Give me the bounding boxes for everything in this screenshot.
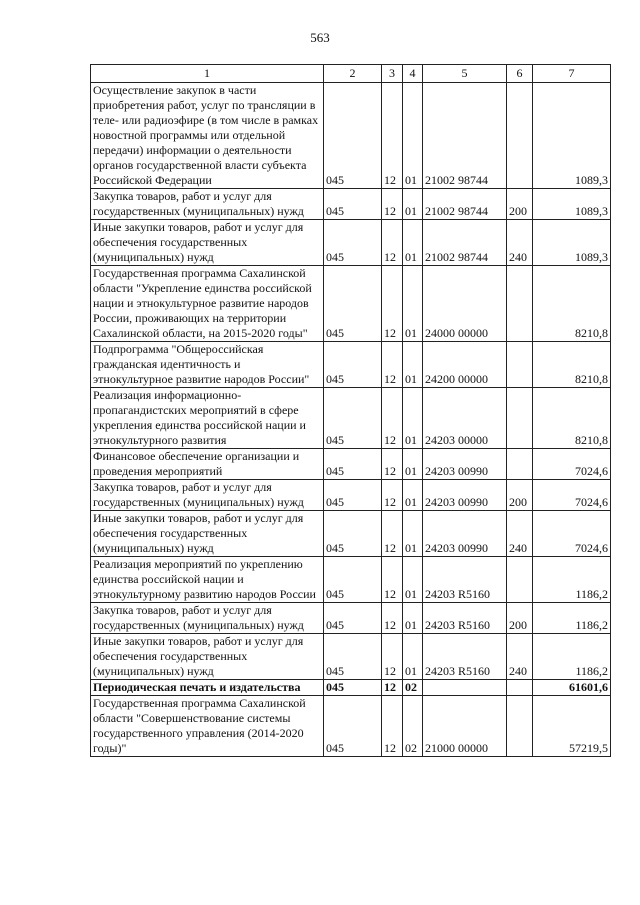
table-row <box>91 511 611 557</box>
row-code-cell: 045 <box>324 449 382 480</box>
row-expense-type-cell <box>507 449 533 480</box>
row-expense-type-cell <box>507 342 533 388</box>
row-amount-cell: 7024,6 <box>533 449 611 480</box>
table-row <box>91 189 611 220</box>
row-subsection-cell: 01 <box>403 511 423 557</box>
row-name-cell: Периодическая печать и издательства <box>91 680 324 696</box>
row-subsection-cell: 01 <box>403 266 423 342</box>
row-name-cell: Закупка товаров, работ и услуг для государственных (муниципальных) нужд <box>91 603 324 634</box>
row-subsection-cell: 01 <box>403 220 423 266</box>
table-row <box>91 696 611 757</box>
row-amount-cell: 7024,6 <box>533 511 611 557</box>
row-target-article-cell: 24200 00000 <box>423 342 507 388</box>
row-subsection-cell: 01 <box>403 634 423 680</box>
row-code-cell: 045 <box>324 603 382 634</box>
row-expense-type-cell <box>507 266 533 342</box>
row-name-cell: Закупка товаров, работ и услуг для государственных (муниципальных) нужд <box>91 480 324 511</box>
row-target-article-cell: 24203 00990 <box>423 511 507 557</box>
row-amount-cell: 1186,2 <box>533 634 611 680</box>
row-expense-type-cell <box>507 557 533 603</box>
row-subsection-cell: 01 <box>403 342 423 388</box>
row-code-cell: 045 <box>324 680 382 696</box>
row-subsection-cell: 01 <box>403 83 423 189</box>
row-expense-type-cell: 200 <box>507 480 533 511</box>
budget-table <box>90 64 611 757</box>
row-amount-cell: 1089,3 <box>533 83 611 189</box>
row-subsection-cell: 01 <box>403 557 423 603</box>
row-section-cell: 12 <box>382 388 403 449</box>
row-subsection-cell: 01 <box>403 603 423 634</box>
table-row <box>91 266 611 342</box>
row-expense-type-cell <box>507 680 533 696</box>
row-code-cell: 045 <box>324 83 382 189</box>
row-expense-type-cell: 200 <box>507 189 533 220</box>
row-name-cell: Иные закупки товаров, работ и услуг для обеспечения государственных (муниципальных) нужд <box>91 220 324 266</box>
row-code-cell: 045 <box>324 480 382 511</box>
row-subsection-cell: 01 <box>403 388 423 449</box>
row-name-cell: Иные закупки товаров, работ и услуг для обеспечения государственных (муниципальных) нужд <box>91 634 324 680</box>
row-section-cell: 12 <box>382 634 403 680</box>
row-expense-type-cell: 240 <box>507 220 533 266</box>
row-subsection-cell: 01 <box>403 189 423 220</box>
table-header-row <box>91 65 611 83</box>
row-name-cell: Государственная программа Сахалинской области "Совершенствование системы государственного управления (2014-2020 годы)" <box>91 696 324 757</box>
row-expense-type-cell: 240 <box>507 511 533 557</box>
row-target-article-cell: 24203 R5160 <box>423 557 507 603</box>
row-name-cell: Государственная программа Сахалинской области "Укрепление единства российской нации и этнокультурное развитие народов России, проживающих на территории Сахалинской области, на 2015-2020 годы" <box>91 266 324 342</box>
row-subsection-cell: 02 <box>403 696 423 757</box>
row-section-cell: 12 <box>382 696 403 757</box>
row-section-cell: 12 <box>382 480 403 511</box>
row-section-cell: 12 <box>382 266 403 342</box>
row-section-cell: 12 <box>382 449 403 480</box>
row-code-cell: 045 <box>324 557 382 603</box>
row-name-cell: Закупка товаров, работ и услуг для государственных (муниципальных) нужд <box>91 189 324 220</box>
row-name-cell: Подпрограмма "Общероссийская гражданская идентичность и этнокультурное развитие народов России" <box>91 342 324 388</box>
row-name-cell: Реализация информационно-пропагандистских мероприятий в сфере укрепления единства российской нации и этнокультурного развития <box>91 388 324 449</box>
table-body <box>91 83 611 757</box>
row-expense-type-cell: 240 <box>507 634 533 680</box>
row-target-article-cell: 21002 98744 <box>423 189 507 220</box>
row-target-article-cell: 24203 R5160 <box>423 603 507 634</box>
row-section-cell: 12 <box>382 220 403 266</box>
table-row <box>91 388 611 449</box>
row-code-cell: 045 <box>324 342 382 388</box>
row-name-cell: Осуществление закупок в части приобретения работ, услуг по трансляции в теле- или радиоэфире (в том числе в рамках новостной программы или отдельной передачи) информации о деятельности органов государственной власти субъекта Российской Федерации <box>91 83 324 189</box>
row-code-cell: 045 <box>324 220 382 266</box>
column-header: 4 <box>403 65 423 83</box>
row-target-article-cell <box>423 680 507 696</box>
row-subsection-cell: 01 <box>403 480 423 511</box>
row-name-cell: Иные закупки товаров, работ и услуг для обеспечения государственных (муниципальных) нужд <box>91 511 324 557</box>
row-amount-cell: 1089,3 <box>533 189 611 220</box>
column-header: 6 <box>507 65 533 83</box>
row-amount-cell: 8210,8 <box>533 388 611 449</box>
row-name-cell: Реализация мероприятий по укреплению единства российской нации и этнокультурному развитию народов России <box>91 557 324 603</box>
column-header: 7 <box>533 65 611 83</box>
row-subsection-cell: 01 <box>403 449 423 480</box>
table-row <box>91 557 611 603</box>
table-row <box>91 603 611 634</box>
row-target-article-cell: 21000 00000 <box>423 696 507 757</box>
row-expense-type-cell: 200 <box>507 603 533 634</box>
row-section-cell: 12 <box>382 511 403 557</box>
row-target-article-cell: 24203 R5160 <box>423 634 507 680</box>
row-amount-cell: 1089,3 <box>533 220 611 266</box>
row-code-cell: 045 <box>324 189 382 220</box>
row-subsection-cell: 02 <box>403 680 423 696</box>
row-amount-cell: 61601,6 <box>533 680 611 696</box>
page-number: 563 <box>310 30 330 45</box>
row-code-cell: 045 <box>324 511 382 557</box>
row-target-article-cell: 24203 00000 <box>423 388 507 449</box>
row-amount-cell: 8210,8 <box>533 342 611 388</box>
table-row <box>91 220 611 266</box>
row-expense-type-cell <box>507 83 533 189</box>
row-section-cell: 12 <box>382 342 403 388</box>
row-target-article-cell: 21002 98744 <box>423 220 507 266</box>
table-row <box>91 680 611 696</box>
table-row <box>91 480 611 511</box>
row-amount-cell: 1186,2 <box>533 603 611 634</box>
table-row <box>91 634 611 680</box>
row-section-cell: 12 <box>382 603 403 634</box>
column-header: 2 <box>324 65 382 83</box>
row-target-article-cell: 24203 00990 <box>423 480 507 511</box>
row-section-cell: 12 <box>382 83 403 189</box>
row-amount-cell: 57219,5 <box>533 696 611 757</box>
row-amount-cell: 7024,6 <box>533 480 611 511</box>
row-section-cell: 12 <box>382 680 403 696</box>
row-code-cell: 045 <box>324 696 382 757</box>
table-row <box>91 83 611 189</box>
row-expense-type-cell <box>507 696 533 757</box>
column-header: 3 <box>382 65 403 83</box>
row-section-cell: 12 <box>382 189 403 220</box>
row-amount-cell: 8210,8 <box>533 266 611 342</box>
row-section-cell: 12 <box>382 557 403 603</box>
table-row <box>91 449 611 480</box>
row-amount-cell: 1186,2 <box>533 557 611 603</box>
row-target-article-cell: 24000 00000 <box>423 266 507 342</box>
column-header: 5 <box>423 65 507 83</box>
row-expense-type-cell <box>507 388 533 449</box>
table-row <box>91 342 611 388</box>
row-target-article-cell: 21002 98744 <box>423 83 507 189</box>
row-code-cell: 045 <box>324 266 382 342</box>
row-target-article-cell: 24203 00990 <box>423 449 507 480</box>
row-code-cell: 045 <box>324 388 382 449</box>
row-name-cell: Финансовое обеспечение организации и проведения мероприятий <box>91 449 324 480</box>
row-code-cell: 045 <box>324 634 382 680</box>
column-header: 1 <box>91 65 324 83</box>
